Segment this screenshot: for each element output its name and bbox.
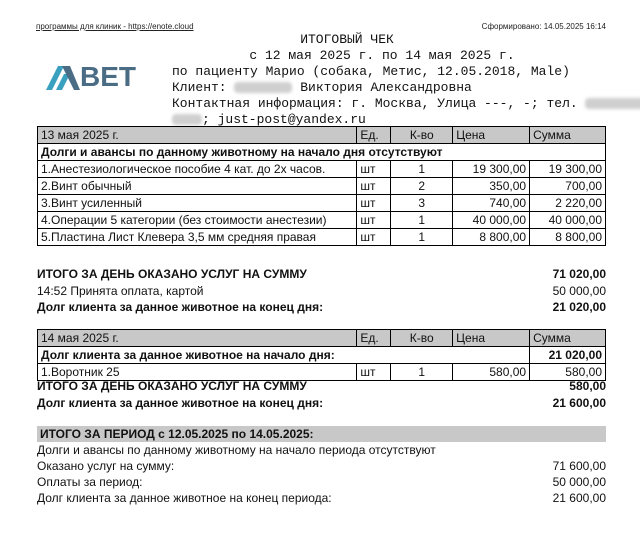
item-sum: 40 000,00 — [530, 212, 606, 229]
day1-debt — [37, 300, 606, 315]
item-name: 1.Воротник 25 — [38, 364, 357, 381]
item-sum: 19 300,00 — [530, 161, 606, 178]
col-unit: Ед. — [357, 127, 391, 144]
day1-total-value: 71 020,00 — [552, 267, 606, 281]
period-debt-label: Долг клиента за данное животное на конец периода: — [37, 491, 332, 505]
redacted-phone — [585, 98, 640, 109]
item-qty: 1 — [391, 229, 453, 246]
table-row — [38, 195, 606, 212]
item-price: 580,00 — [453, 364, 530, 381]
item-price: 350,00 — [453, 178, 530, 195]
item-unit: шт — [357, 178, 391, 195]
logo-text: ВЕТ — [80, 61, 136, 92]
col-price: Цена — [453, 330, 530, 347]
item-name: 2.Винт обычный — [38, 178, 357, 195]
day2-start-value: 21 020,00 — [530, 347, 606, 364]
item-qty: 1 — [391, 212, 453, 229]
day1-total — [37, 267, 606, 282]
table-row — [38, 364, 606, 381]
day2-table — [37, 329, 606, 381]
day2-debt-label: Долг клиента за данное животное на конец дня: — [37, 396, 324, 410]
item-unit: шт — [357, 364, 391, 381]
client-line — [172, 80, 612, 96]
col-unit: Ед. — [357, 330, 391, 347]
col-qty: К-во — [391, 127, 453, 144]
day1-payment-label: 14:52 Принята оплата, картой — [37, 284, 204, 298]
day1-header-row — [38, 127, 606, 144]
receipt-header — [172, 32, 612, 128]
redacted-phone-tail — [172, 114, 202, 125]
col-price: Цена — [453, 127, 530, 144]
receipt-period: с 12 мая 2025 г. по 14 мая 2025 г. — [249, 48, 515, 63]
period-summary-title: ИТОГО ЗА ПЕРИОД с 12.05.2025 по 14.05.2025: — [37, 426, 606, 442]
item-name: 1.Анестезиологическое пособие 4 кат. до 2х часов. — [38, 161, 357, 178]
day2-total-label: ИТОГО ЗА ДЕНЬ ОКАЗАНО УСЛУГ НА СУММУ — [37, 379, 307, 393]
day2-debt-value: 21 600,00 — [552, 396, 606, 410]
day2-start-row — [38, 347, 606, 364]
day1-debt-value: 21 020,00 — [552, 300, 606, 314]
item-sum: 8 800,00 — [530, 229, 606, 246]
col-sum: Сумма — [530, 330, 606, 347]
day1-start-note: Долги и авансы по данному животному на начало дня отсутствуют — [38, 144, 606, 161]
item-sum: 2 220,00 — [530, 195, 606, 212]
contact-info: Контактная информация: г. Москва, Улица ---, -; тел. — [172, 96, 578, 111]
item-unit: шт — [357, 212, 391, 229]
generated-timestamp: Сформировано: 14.05.2025 16:14 — [481, 22, 606, 31]
client-name: Виктория Александровна — [300, 80, 472, 95]
day2-header-row — [38, 330, 606, 347]
table-row — [38, 212, 606, 229]
period-payments-label: Оплаты за период: — [37, 475, 143, 489]
table-row — [38, 161, 606, 178]
day1-date: 13 мая 2025 г. — [38, 127, 357, 144]
day2-debt — [37, 396, 606, 411]
period-debt — [37, 491, 606, 506]
day1-table — [37, 126, 606, 246]
item-name: 3.Винт усиленный — [38, 195, 357, 212]
table-row — [38, 178, 606, 195]
col-sum: Сумма — [530, 127, 606, 144]
period-services-value: 71 600,00 — [552, 459, 606, 473]
item-unit: шт — [357, 229, 391, 246]
day1-total-label: ИТОГО ЗА ДЕНЬ ОКАЗАНО УСЛУГ НА СУММУ — [37, 267, 307, 281]
period-services-label: Оказано услуг на сумму: — [37, 459, 175, 473]
day1-payment — [37, 284, 606, 299]
item-name: 5.Пластина Лист Клевера 3,5 мм средняя правая — [38, 229, 357, 246]
logo-mark-icon — [44, 62, 82, 92]
item-name: 4.Операции 5 категории (без стоимости анестезии) — [38, 212, 357, 229]
item-sum: 580,00 — [530, 364, 606, 381]
item-unit: шт — [357, 195, 391, 212]
day2-start-label: Долг клиента за данное животное на начало дня: — [38, 347, 530, 364]
item-qty: 1 — [391, 364, 453, 381]
period-start-note — [37, 443, 606, 458]
period-start-label: Долги и авансы по данному животному на начало периода отсутствуют — [37, 443, 436, 457]
patient-line: по пациенту Марио (собака, Метис, 12.05.2018, Male) — [172, 64, 570, 79]
day2-total-value: 580,00 — [569, 379, 606, 393]
day2-total — [37, 379, 606, 394]
period-services — [37, 459, 606, 474]
item-sum: 700,00 — [530, 178, 606, 195]
item-price: 40 000,00 — [453, 212, 530, 229]
contact-line — [172, 96, 612, 112]
item-qty: 3 — [391, 195, 453, 212]
item-price: 8 800,00 — [453, 229, 530, 246]
table-row — [38, 229, 606, 246]
item-price: 740,00 — [453, 195, 530, 212]
clinic-logo — [44, 62, 168, 94]
item-unit: шт — [357, 161, 391, 178]
day1-payment-value: 50 000,00 — [552, 284, 606, 298]
client-prefix: Клиент: — [172, 80, 227, 95]
period-debt-value: 21 600,00 — [552, 491, 606, 505]
email: ; just-post@yandex.ru — [202, 112, 366, 127]
day1-start-row — [38, 144, 606, 161]
item-qty: 1 — [391, 161, 453, 178]
period-payments — [37, 475, 606, 490]
period-payments-value: 50 000,00 — [552, 475, 606, 489]
item-price: 19 300,00 — [453, 161, 530, 178]
day2-date: 14 мая 2025 г. — [38, 330, 357, 347]
redacted-surname — [234, 82, 292, 93]
col-qty: К-во — [391, 330, 453, 347]
day1-debt-label: Долг клиента за данное животное на конец дня: — [37, 300, 324, 314]
item-qty: 2 — [391, 178, 453, 195]
header-link[interactable]: программы для клиник - https://enote.cloud — [36, 22, 194, 31]
receipt-title: ИТОГОВЫЙ ЧЕК — [300, 32, 394, 47]
